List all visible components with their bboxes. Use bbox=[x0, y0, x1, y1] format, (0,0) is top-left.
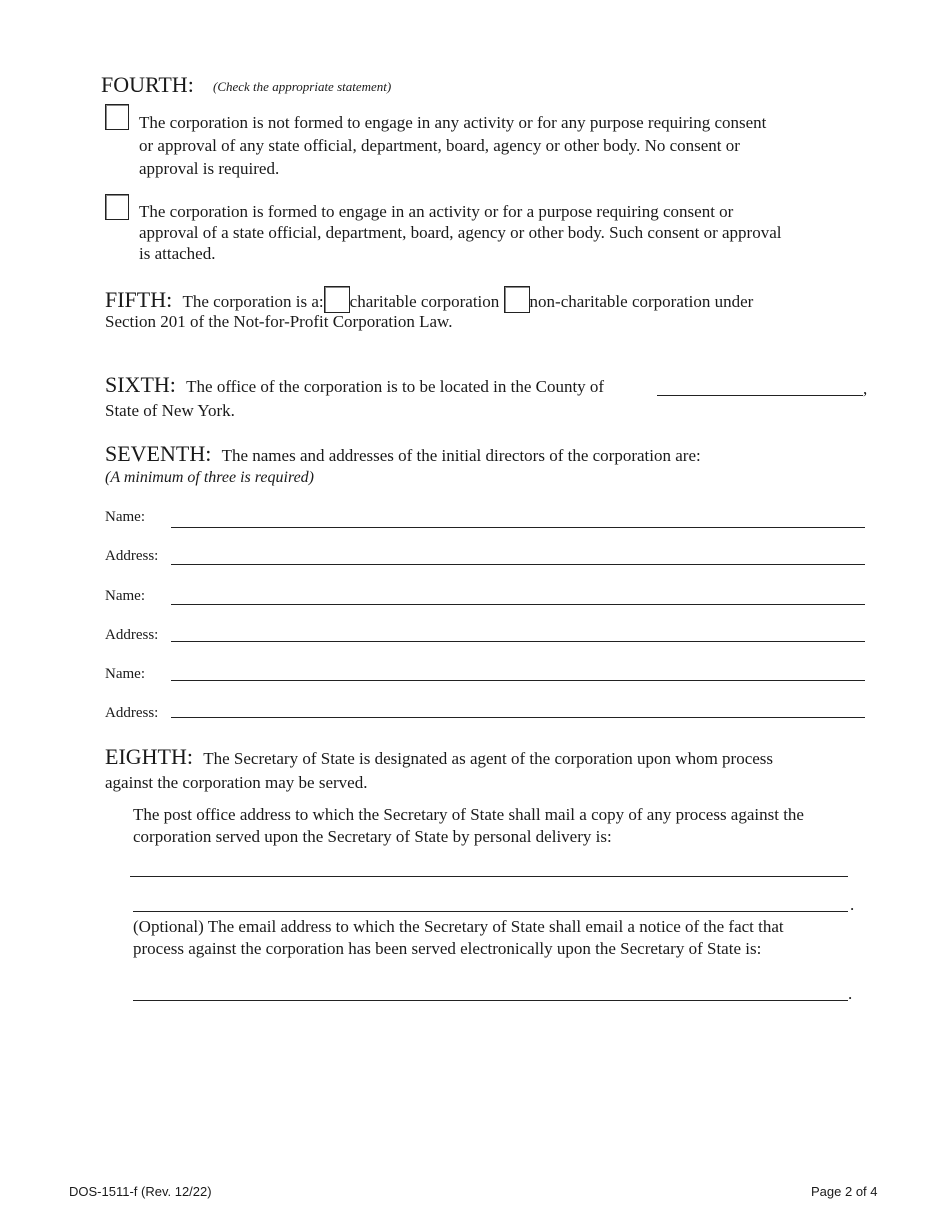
fifth-lead: The corporation is a: bbox=[182, 292, 324, 311]
eighth-heading: EIGHTH: bbox=[105, 744, 193, 769]
sixth-text: The office of the corporation is to be located in the County of bbox=[186, 377, 605, 396]
seventh-heading: SEVENTH: bbox=[105, 441, 212, 466]
fourth-option2-line1: The corporation is formed to engage in an activity or for a purpose requiring consent or bbox=[139, 202, 734, 221]
director-address-label: Address: bbox=[105, 548, 159, 564]
director1-address-input[interactable] bbox=[171, 544, 865, 565]
non-charitable-label: non-charitable corporation under bbox=[529, 292, 754, 311]
process-address-line1-input[interactable] bbox=[130, 856, 848, 877]
director-name-label: Name: bbox=[105, 666, 145, 682]
director2-name-input[interactable] bbox=[171, 584, 865, 605]
director3-address-input[interactable] bbox=[171, 697, 865, 718]
fifth-line1 bbox=[105, 286, 753, 313]
fourth-heading: FOURTH: bbox=[101, 72, 194, 97]
fourth-option1-line3: approval is required. bbox=[139, 159, 280, 178]
checkbox-no-consent-required[interactable] bbox=[105, 104, 129, 130]
fourth-option1-line2: or approval of any state official, department, board, agency or other body. No consent or bbox=[139, 136, 740, 155]
eighth-para2-line1: (Optional) The email address to which the Secretary of State shall email a notice of the fact that bbox=[133, 917, 784, 936]
director1-name-input[interactable] bbox=[171, 507, 865, 528]
eighth-para1-line1: The post office address to which the Secretary of State shall mail a copy of any process against the bbox=[133, 805, 804, 824]
checkbox-charitable[interactable] bbox=[324, 286, 350, 313]
fourth-option2-line2: approval of a state official, department, board, agency or other body. Such consent or approval bbox=[139, 223, 782, 242]
page-number: Page 2 of 4 bbox=[811, 1184, 878, 1199]
process-email-input[interactable] bbox=[133, 980, 848, 1001]
sixth-comma: , bbox=[863, 379, 868, 398]
seventh-note: (A minimum of three is required) bbox=[105, 469, 315, 486]
fifth-line2: Section 201 of the Not-for-Profit Corporation Law. bbox=[105, 312, 453, 331]
sixth-line1 bbox=[105, 374, 604, 398]
fourth-option1-line1: The corporation is not formed to engage in any activity or for any purpose requiring consent bbox=[139, 113, 767, 132]
eighth-line2: against the corporation may be served. bbox=[105, 773, 368, 792]
checkbox-non-charitable[interactable] bbox=[504, 286, 530, 313]
director-address-label: Address: bbox=[105, 705, 159, 721]
eighth-line1 bbox=[105, 746, 773, 770]
eighth-para1-line2: corporation served upon the Secretary of State by personal delivery is: bbox=[133, 827, 612, 846]
fourth-option2-line3: is attached. bbox=[139, 244, 216, 263]
director-name-label: Name: bbox=[105, 588, 145, 604]
eighth-text: The Secretary of State is designated as agent of the corporation upon whom process bbox=[203, 749, 774, 768]
fourth-instruction: (Check the appropriate statement) bbox=[213, 79, 392, 94]
sixth-line2: State of New York. bbox=[105, 401, 235, 420]
director-address-label: Address: bbox=[105, 627, 159, 643]
charitable-label: charitable corporation bbox=[349, 292, 500, 311]
form-id: DOS-1511-f (Rev. 12/22) bbox=[69, 1184, 212, 1199]
process-address-line2-input[interactable] bbox=[133, 891, 848, 912]
director2-address-input[interactable] bbox=[171, 621, 865, 642]
process-email-period: . bbox=[848, 984, 853, 1003]
fifth-heading: FIFTH: bbox=[105, 287, 173, 312]
eighth-para2-line2: process against the corporation has been served electronically upon the Secretary of State is: bbox=[133, 939, 762, 958]
director-name-label: Name: bbox=[105, 509, 145, 525]
process-address-period: . bbox=[850, 895, 855, 914]
sixth-heading: SIXTH: bbox=[105, 372, 176, 397]
director3-name-input[interactable] bbox=[171, 660, 865, 681]
seventh-line1 bbox=[105, 443, 701, 467]
seventh-text: The names and addresses of the initial directors of the corporation are: bbox=[221, 446, 701, 465]
checkbox-consent-attached[interactable] bbox=[105, 194, 129, 220]
county-input[interactable] bbox=[657, 375, 863, 396]
